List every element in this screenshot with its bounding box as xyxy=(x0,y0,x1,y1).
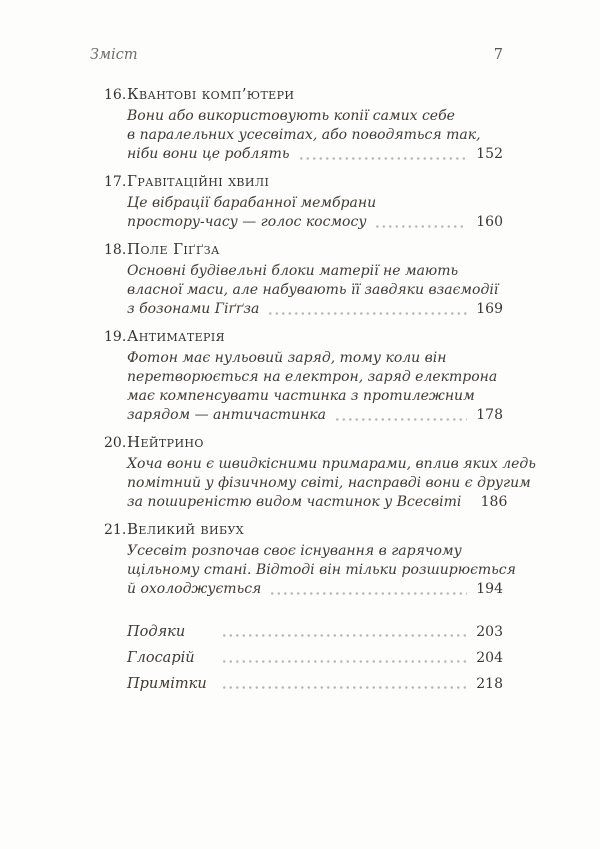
table-of-contents xyxy=(90,84,536,697)
chapter-subtitle-line: за поширеністю видом частинок у Всесвіті xyxy=(127,494,462,510)
chapter-title-row xyxy=(104,171,503,192)
chapter-subtitle-line: в паралельних усесвітах, або поводяться так, xyxy=(127,127,481,143)
chapter-leader-row xyxy=(127,300,503,319)
chapter-page-number: 169 xyxy=(476,301,503,317)
backmatter-label: Подяки xyxy=(127,624,186,640)
chapter-title: Квантові комп’ютери xyxy=(127,85,295,103)
running-head xyxy=(90,45,503,65)
backmatter-page-number: 203 xyxy=(476,624,503,640)
chapter-title: Антиматерія xyxy=(127,327,225,345)
chapter-title-row xyxy=(104,326,503,347)
dotted-leader xyxy=(271,592,467,595)
chapter-title-row xyxy=(104,239,503,260)
chapter-leader-row xyxy=(127,145,503,164)
backmatter-label: Глосарій xyxy=(127,650,195,666)
chapter-number: 16. xyxy=(104,87,127,103)
chapter-subtitle-line: простору-часу — голос космосу xyxy=(127,214,367,230)
dotted-leader xyxy=(223,686,467,689)
chapter-page-number: 186 xyxy=(480,494,508,510)
dotted-leader xyxy=(223,634,467,637)
chapter-subtitle-line: ніби вони це роблять xyxy=(127,146,290,162)
chapter-subtitle-line: Вони або використовують копії самих себе xyxy=(127,108,455,124)
backmatter-entry xyxy=(127,671,503,697)
toc-entry xyxy=(104,326,503,425)
chapter-number: 18. xyxy=(104,242,127,258)
chapter-leader-row xyxy=(127,580,503,599)
chapter-leader-row xyxy=(127,213,503,232)
chapter-number: 21. xyxy=(104,522,127,538)
chapter-title: Гравітаційні хвилі xyxy=(127,172,270,190)
chapter-subtitle-line: Фотон має нульовий заряд, тому коли він xyxy=(127,350,447,366)
chapter-leader-row xyxy=(127,493,508,512)
chapter-subtitle-line: з бозонами Гіґґза xyxy=(127,301,260,317)
chapter-title: Поле Гіґґза xyxy=(127,240,220,258)
backmatter-section xyxy=(104,619,503,697)
chapter-subtitle-line: Це вібрації барабанної мембрани xyxy=(127,195,377,211)
chapter-subtitle-line: власної маси, але набувають її завдяки взаємодії xyxy=(127,282,499,298)
chapter-page-number: 178 xyxy=(476,407,503,423)
dotted-leader xyxy=(269,312,467,315)
backmatter-entry xyxy=(127,619,503,645)
chapter-page-number: 152 xyxy=(476,146,503,162)
chapter-subtitle-line: перетворюється на електрон, заряд електрона xyxy=(127,369,498,385)
chapter-number: 17. xyxy=(104,174,127,190)
chapter-subtitle-line: має компенсувати частинка з протилежним xyxy=(127,388,475,404)
backmatter-page-number: 204 xyxy=(476,650,503,666)
chapter-subtitle-line: щільному стані. Відтоді він тільки розширюється xyxy=(127,562,516,578)
chapter-leader-row xyxy=(127,406,503,425)
chapter-subtitle-line: й охолоджується xyxy=(127,581,262,597)
chapter-page-number: 194 xyxy=(476,581,503,597)
backmatter-label: Примітки xyxy=(127,676,207,692)
toc-entry xyxy=(104,432,536,512)
toc-entry xyxy=(104,171,503,232)
chapter-subtitle-line: Основні будівельні блоки матерії не мають xyxy=(127,263,459,279)
dotted-leader xyxy=(223,660,467,663)
chapter-title-row xyxy=(104,84,503,105)
chapter-subtitle-line: зарядом — античастинка xyxy=(127,407,327,423)
chapter-title: Великий вибух xyxy=(127,520,245,538)
page-folio: 7 xyxy=(493,47,503,63)
page-title: Зміст xyxy=(90,47,138,63)
toc-entry xyxy=(104,84,503,164)
backmatter-page-number: 218 xyxy=(476,676,503,692)
chapter-page-number: 160 xyxy=(476,214,503,230)
dotted-leader xyxy=(376,225,467,228)
chapter-title-row xyxy=(104,432,503,453)
chapter-subtitle-line: помітний у фізичному світі, насправді вони є другим xyxy=(127,475,531,491)
chapter-title-row xyxy=(104,519,503,540)
dotted-leader xyxy=(336,418,467,421)
chapter-number: 20. xyxy=(104,435,127,451)
chapter-subtitle-line: Хоча вони є швидкісними примарами, вплив яких ледь xyxy=(127,456,536,472)
chapter-title: Нейтрино xyxy=(127,433,204,451)
toc-entry xyxy=(104,519,516,599)
chapter-number: 19. xyxy=(104,329,127,345)
toc-entry xyxy=(104,239,503,319)
chapter-subtitle-line: Усесвіт розпочав своє існування в гарячому xyxy=(127,543,462,559)
backmatter-entry xyxy=(127,645,503,671)
dotted-leader xyxy=(300,157,468,160)
